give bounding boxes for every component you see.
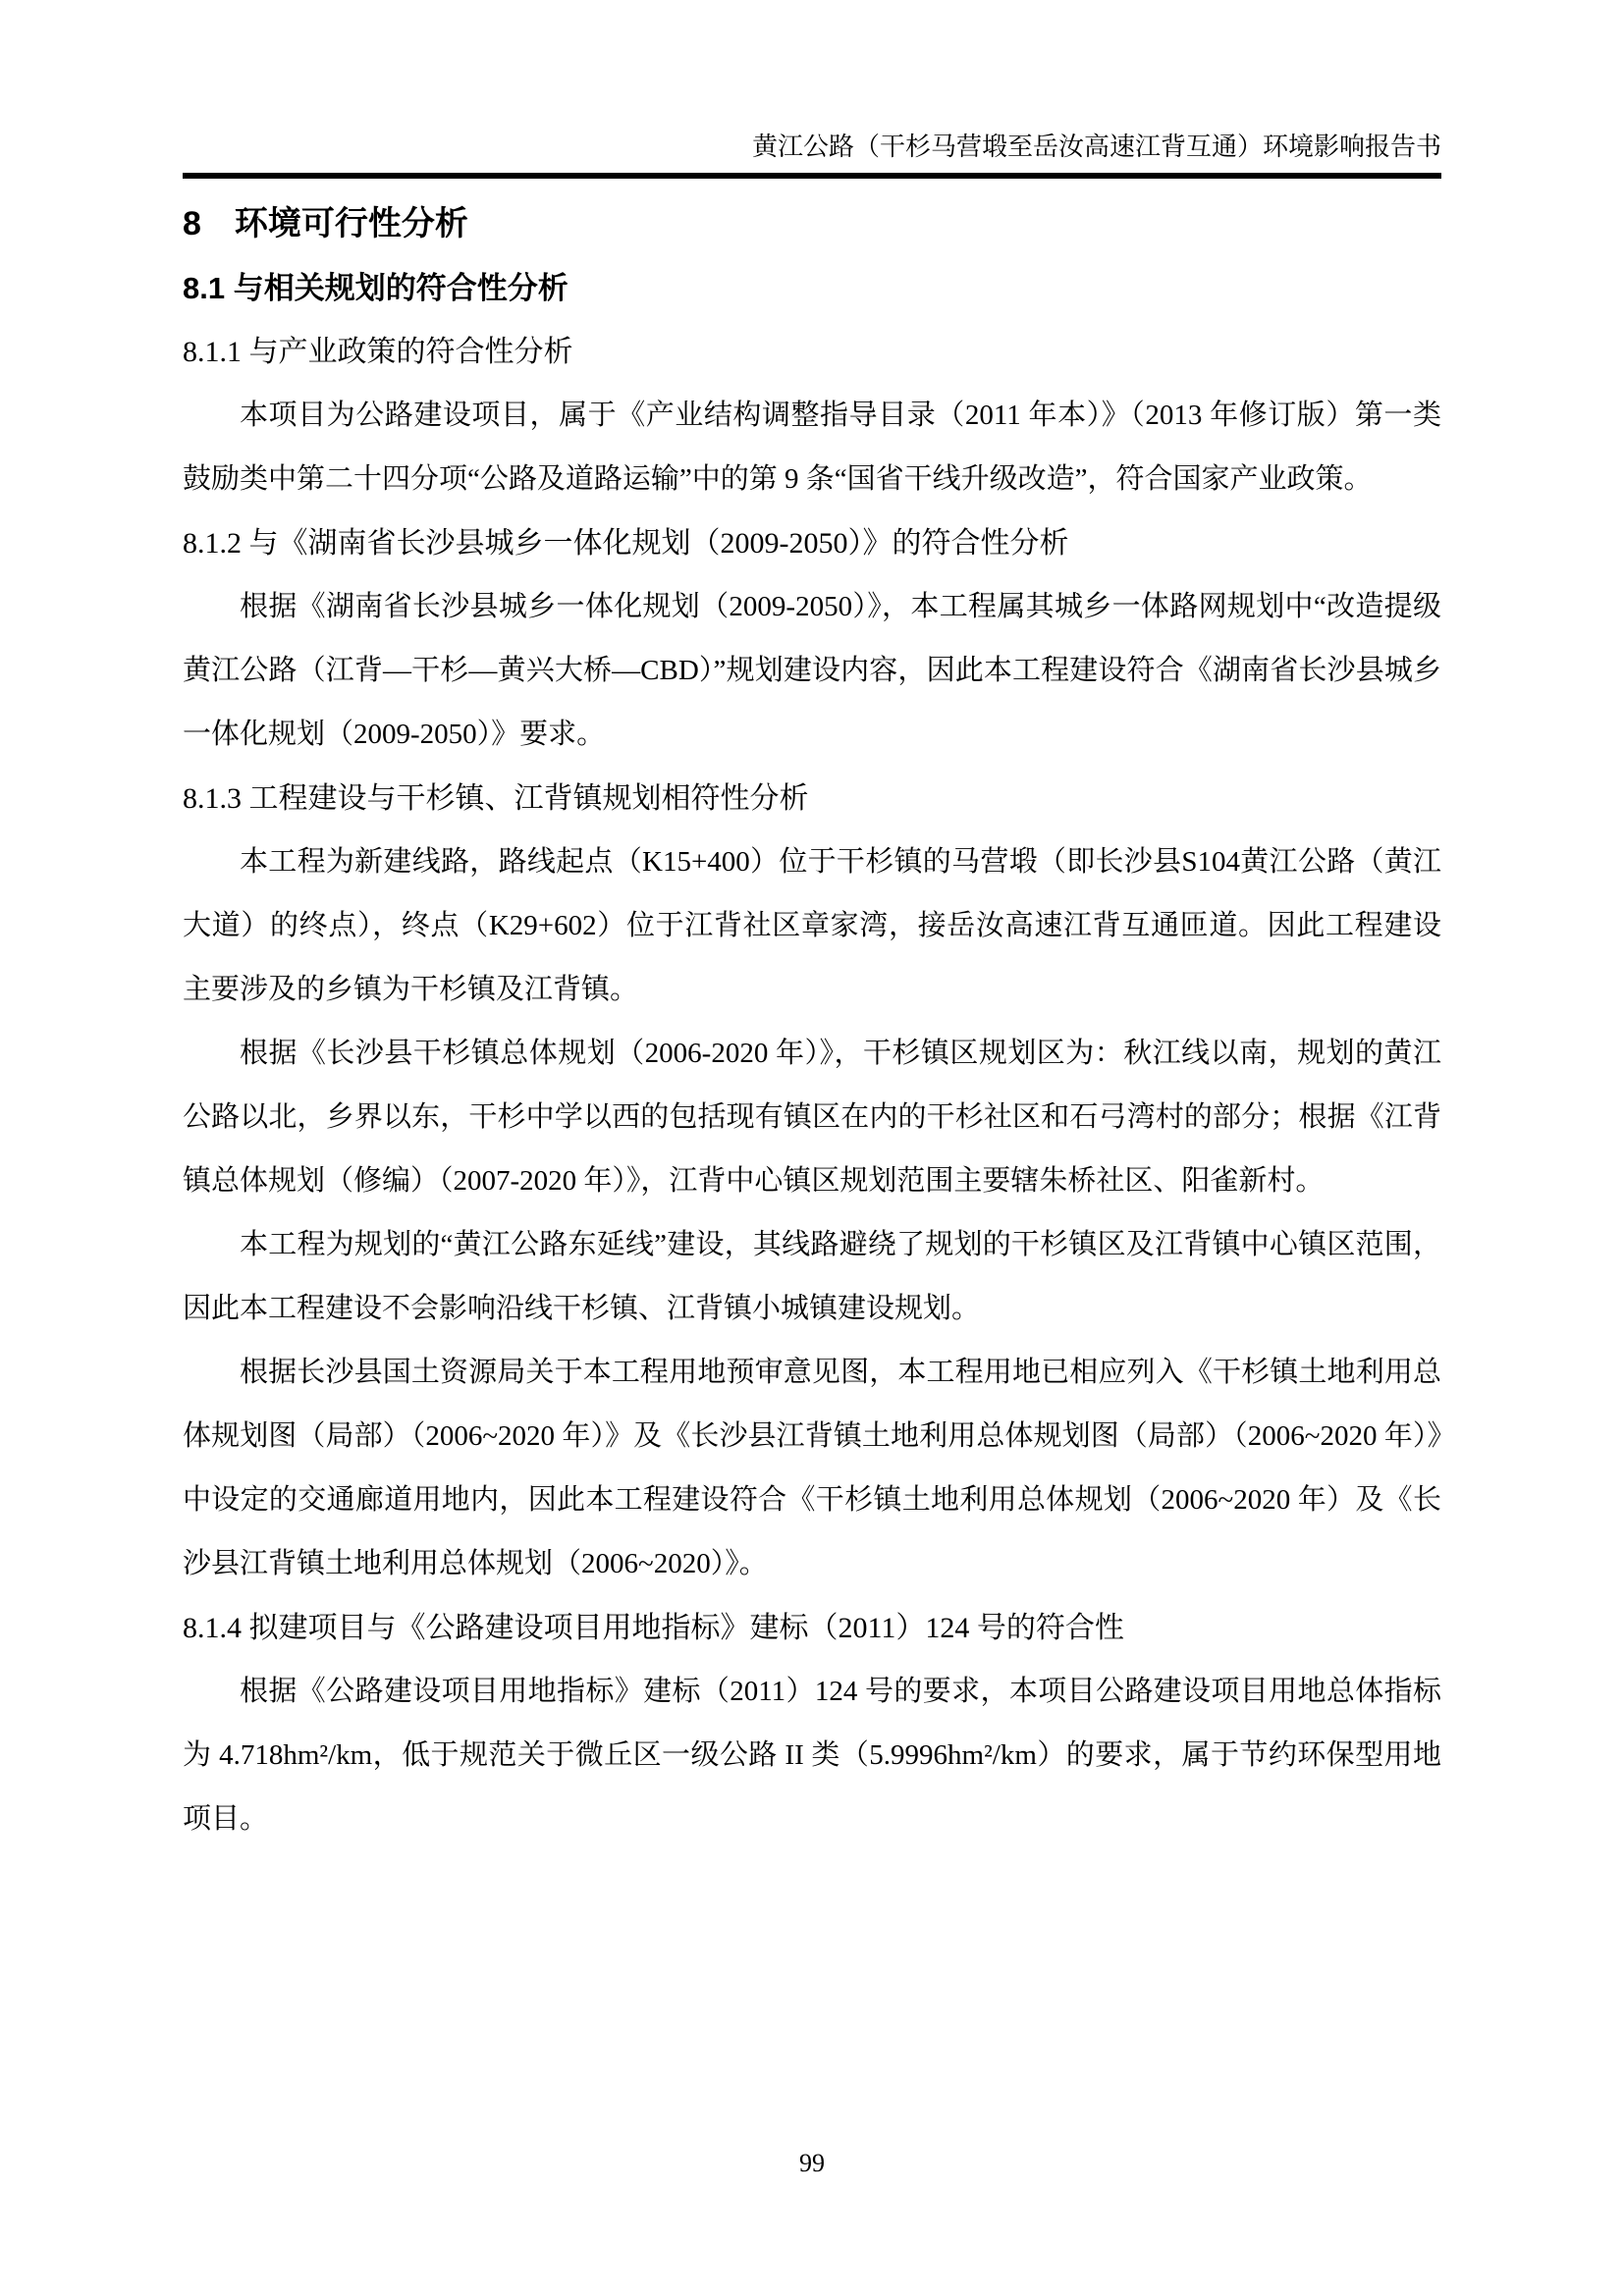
subsection-heading-8-1-4: 8.1.4 拟建项目与《公路建设项目用地指标》建标（2011）124 号的符合性: [183, 1612, 1124, 1644]
paragraph-land-use-index: 根据《公路建设项目用地指标》建标（2011）124 号的要求，本项目公路建设项目用地总体指标为 4.718hm²/km，低于规范关于微丘区一级公路 II 类（5.9996hm²/km）的要求，属于节约环保型用地项目。: [183, 1676, 1441, 1835]
paragraph-route-description: 本工程为新建线路，路线起点（K15+400）位于干杉镇的马营塅（即长沙县S104黄江公路（黄江大道）的终点），终点（K29+602）位于江背社区章家湾，接岳汝高速江背互通匝道。因此工程建设主要涉及的乡镇为干杉镇及江背镇。: [183, 846, 1441, 1005]
page-header-title: 黄江公路（干杉马营塅至岳汝高速江背互通）环境影响报告书: [751, 133, 1441, 161]
paragraph-industry-policy: 本项目为公路建设项目，属于《产业结构调整指导目录（2011 年本）》（2013 年修订版）第一类鼓励类中第二十四分项“公路及道路运输”中的第 9 条“国省干线升级改造”，符合国家产业政策。: [183, 400, 1441, 495]
paragraph-town-master-plans: 根据《长沙县干杉镇总体规划（2006-2020 年）》，干杉镇区规划区为：秋江线以南，规划的黄江公路以北，乡界以东，干杉中学以西的包括现有镇区在内的干杉社区和石弓湾村的部分；根据《江背镇总体规划（修编）（2007-2020 年）》，江背中心镇区规划范围主要辖朱桥社区、阳雀新村。: [183, 1038, 1441, 1197]
paragraph-east-extension: 本工程为规划的“黄江公路东延线”建设，其线路避绕了规划的干杉镇区及江背镇中心镇区范围，因此本工程建设不会影响沿线干杉镇、江背镇小城镇建设规划。: [183, 1229, 1441, 1324]
section-heading-8-1: 8.1 与相关规划的符合性分析: [183, 271, 568, 305]
paragraph-land-use-preapproval: 根据长沙县国土资源局关于本工程用地预审意见图，本工程用地已相应列入《干杉镇土地利用总体规划图（局部）（2006~2020 年）》及《长沙县江背镇土地利用总体规划图（局部）（2006~2020 年）》中设定的交通廊道用地内，因此本工程建设符合《干杉镇土地利用总体规划（2006~2020 年）及《长沙县江背镇土地利用总体规划（2006~2020）》。: [183, 1357, 1441, 1579]
subsection-heading-8-1-1: 8.1.1 与产业政策的符合性分析: [183, 336, 573, 368]
page-header: [183, 128, 1441, 179]
document-content: [183, 192, 1441, 1851]
page-number: 99: [799, 2149, 825, 2177]
chapter-heading-8: 8 环境可行性分析: [183, 205, 468, 242]
subsection-heading-8-1-2: 8.1.2 与《湖南省长沙县城乡一体化规划（2009-2050）》的符合性分析: [183, 527, 1069, 560]
page-footer: [0, 2148, 1624, 2179]
subsection-heading-8-1-3: 8.1.3 工程建设与干杉镇、江背镇规划相符性分析: [183, 782, 809, 815]
paragraph-urban-rural-plan: 根据《湖南省长沙县城乡一体化规划（2009-2050）》，本工程属其城乡一体路网规划中“改造提级黄江公路（江背—干杉—黄兴大桥—CBD）”规划建设内容，因此本工程建设符合《湖南省长沙县城乡一体化规划（2009-2050）》要求。: [183, 591, 1441, 750]
